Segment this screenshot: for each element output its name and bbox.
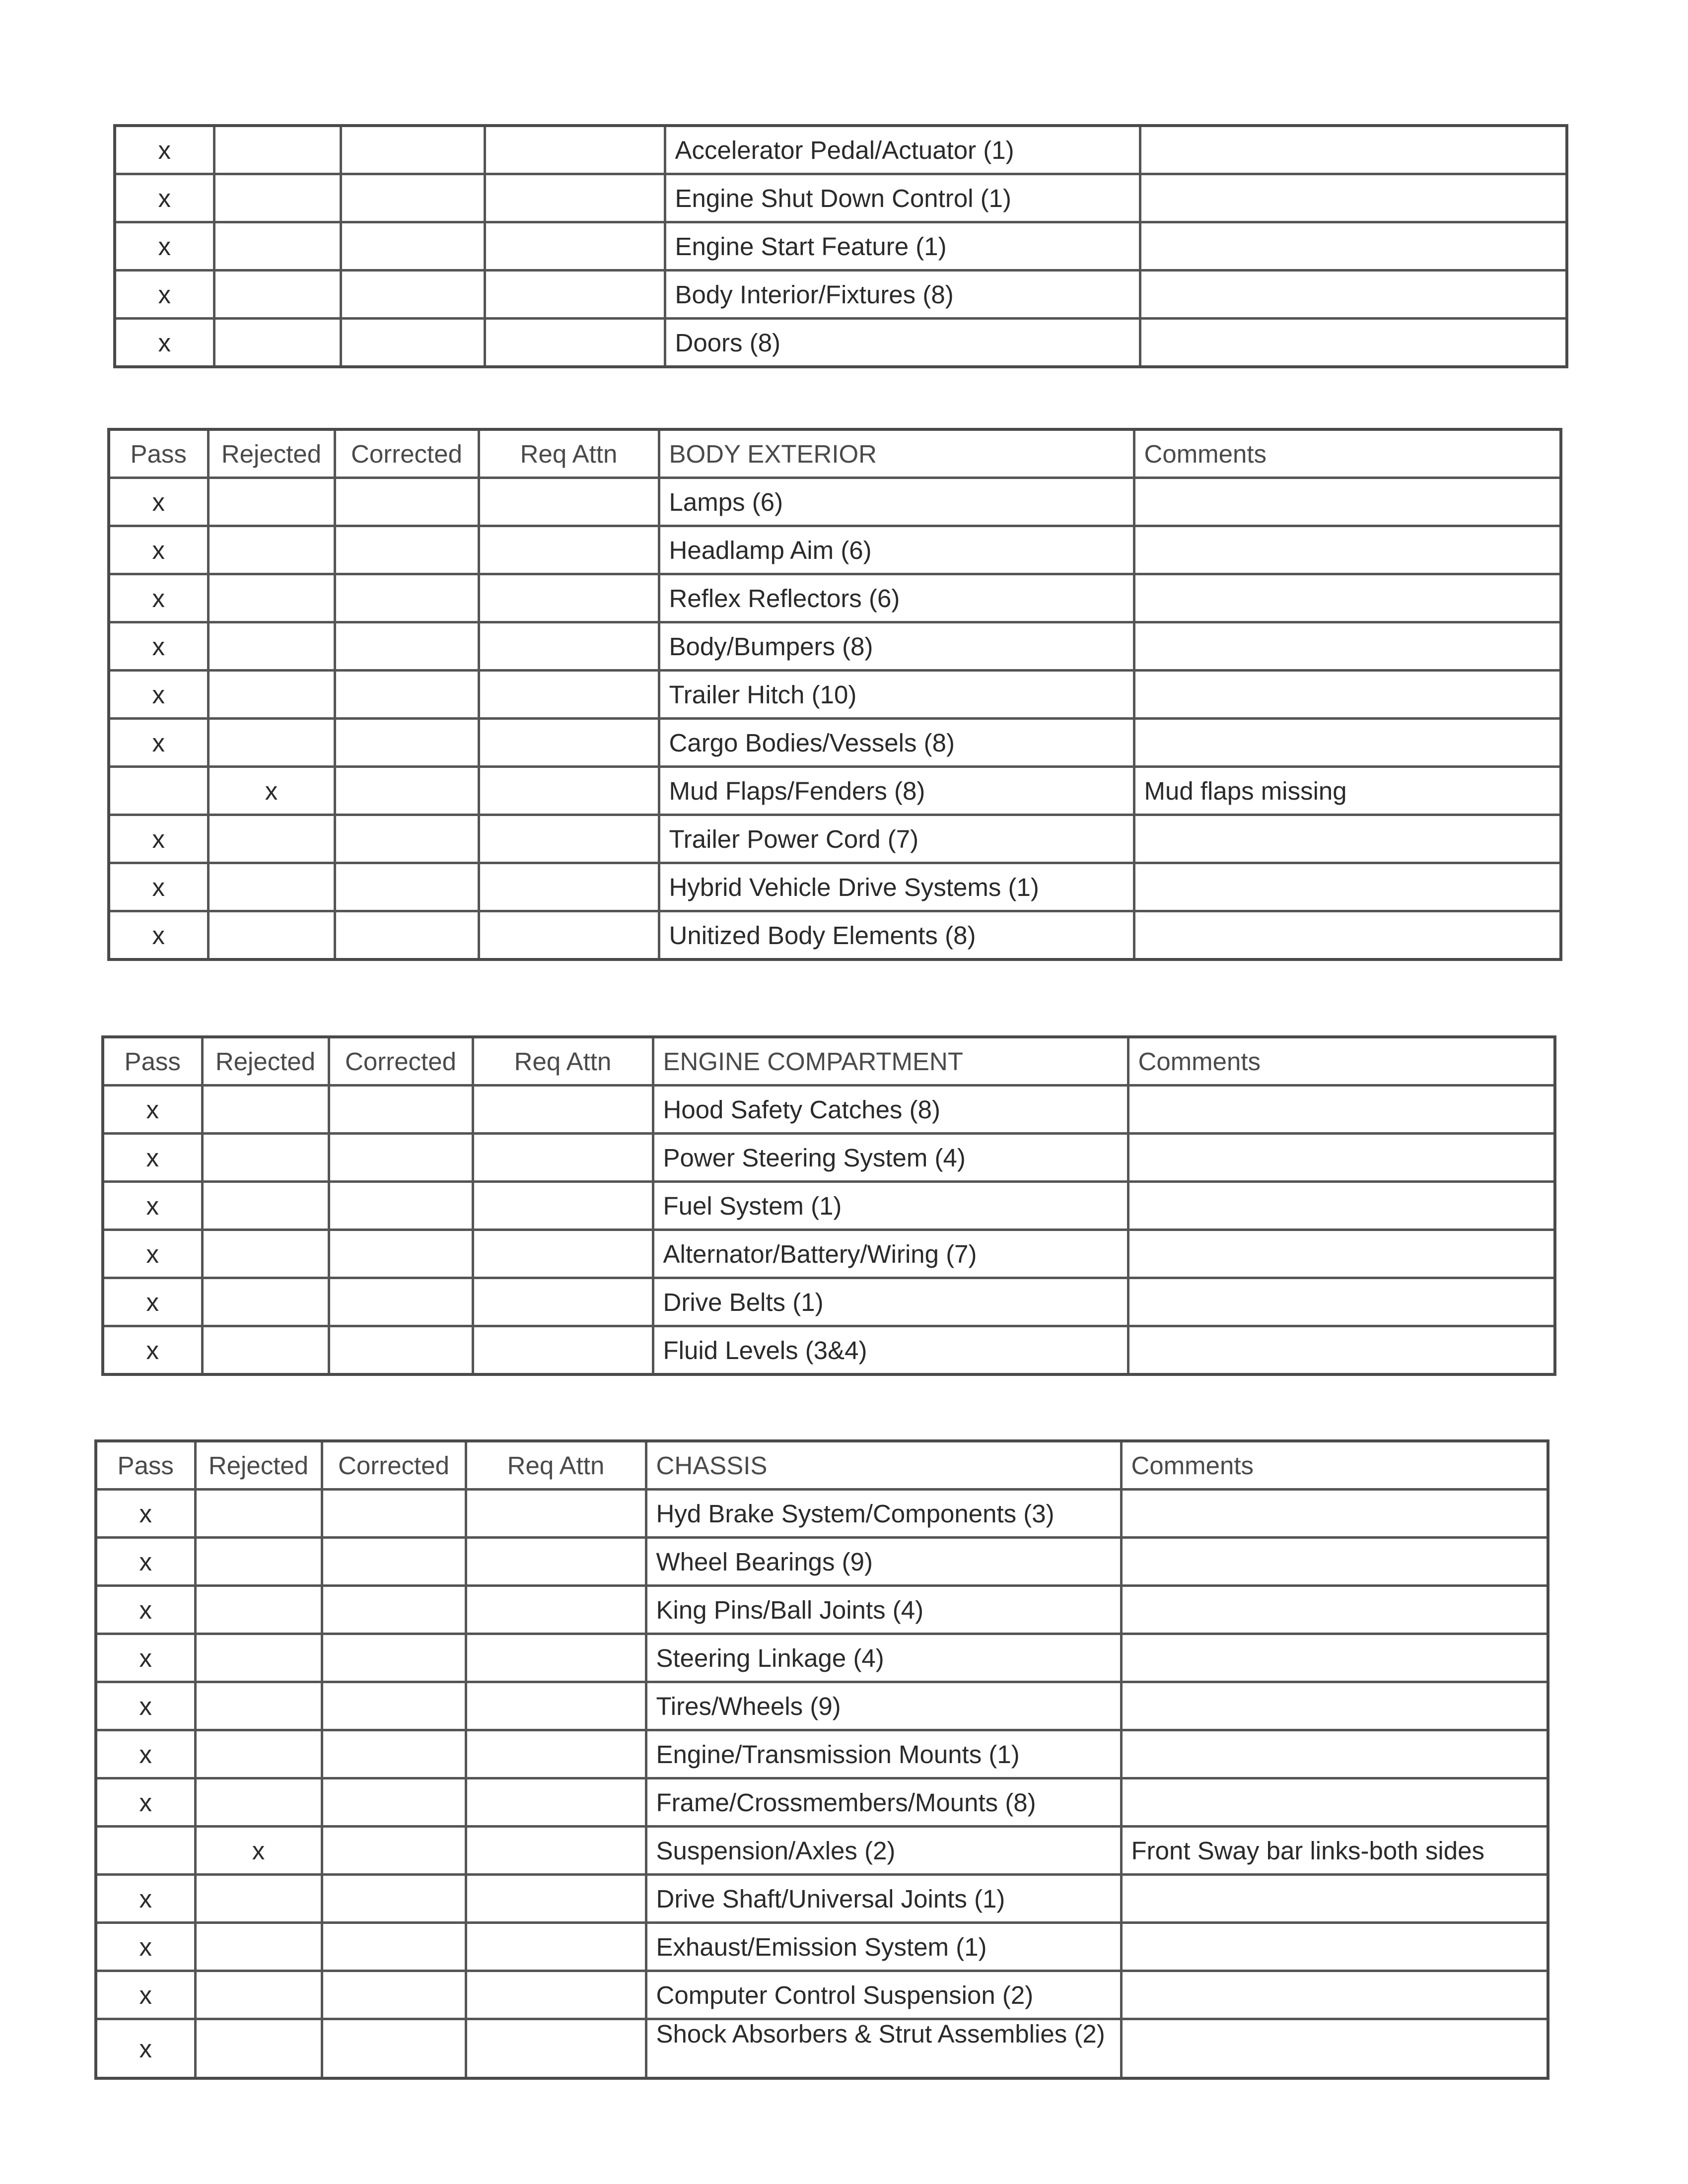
pass-cell: x bbox=[115, 271, 214, 319]
req-attn-cell bbox=[479, 526, 659, 574]
rejected-cell bbox=[208, 863, 335, 911]
comment-cell bbox=[1121, 1634, 1548, 1682]
pass-cell: x bbox=[103, 1278, 202, 1326]
comment-cell bbox=[1140, 271, 1567, 319]
item-cell: Trailer Hitch (10) bbox=[659, 671, 1134, 719]
rejected-cell bbox=[208, 911, 335, 960]
corrected-cell bbox=[329, 1134, 473, 1182]
req-attn-cell bbox=[473, 1086, 653, 1134]
table-engine-compartment bbox=[101, 1035, 1556, 1376]
item-cell: Engine/Transmission Mounts (1) bbox=[646, 1730, 1121, 1778]
req-attn-cell bbox=[473, 1134, 653, 1182]
rejected-cell bbox=[195, 2019, 322, 2079]
pass-cell: x bbox=[109, 622, 208, 671]
corrected-cell bbox=[329, 1086, 473, 1134]
pass-cell: x bbox=[103, 1086, 202, 1134]
pass-cell: x bbox=[96, 1730, 195, 1778]
table-row bbox=[109, 622, 1561, 671]
corrected-cell bbox=[335, 526, 479, 574]
rejected-cell bbox=[195, 1778, 322, 1827]
pass-cell: x bbox=[115, 126, 214, 174]
comment-cell bbox=[1128, 1182, 1555, 1230]
rejected-cell bbox=[208, 574, 335, 622]
corrected-cell bbox=[322, 1827, 466, 1875]
pass-cell: x bbox=[115, 174, 214, 222]
comment-cell bbox=[1140, 319, 1567, 367]
table-row bbox=[96, 1490, 1548, 1538]
table-row bbox=[109, 574, 1561, 622]
req-attn-cell bbox=[466, 1923, 646, 1971]
item-cell: Shock Absorbers & Strut Assemblies (2) bbox=[646, 2019, 1121, 2079]
table-row bbox=[96, 1778, 1548, 1827]
corrected-cell bbox=[322, 1971, 466, 2019]
corrected-cell bbox=[322, 1923, 466, 1971]
req-attn-cell bbox=[485, 319, 665, 367]
req-attn-cell bbox=[479, 815, 659, 863]
pass-cell: x bbox=[96, 1682, 195, 1730]
rejected-cell bbox=[195, 1730, 322, 1778]
comment-cell bbox=[1121, 1538, 1548, 1586]
req-attn-cell bbox=[479, 911, 659, 960]
comment-cell bbox=[1121, 1490, 1548, 1538]
pass-cell: x bbox=[96, 2019, 195, 2079]
item-cell: Headlamp Aim (6) bbox=[659, 526, 1134, 574]
comment-cell bbox=[1140, 222, 1567, 271]
rejected-cell bbox=[214, 319, 341, 367]
table-row bbox=[115, 271, 1567, 319]
pass-cell: x bbox=[103, 1134, 202, 1182]
pass-cell: x bbox=[109, 526, 208, 574]
req-attn-cell bbox=[473, 1230, 653, 1278]
header-corrected: Corrected bbox=[322, 1441, 466, 1490]
corrected-cell bbox=[335, 671, 479, 719]
pass-cell: x bbox=[109, 478, 208, 526]
header-corrected: Corrected bbox=[329, 1037, 473, 1086]
pass-cell: x bbox=[96, 1634, 195, 1682]
corrected-cell bbox=[322, 1875, 466, 1923]
req-attn-cell bbox=[466, 1682, 646, 1730]
rejected-cell bbox=[195, 1682, 322, 1730]
comment-cell bbox=[1121, 1682, 1548, 1730]
table-row bbox=[109, 478, 1561, 526]
item-cell: Cargo Bodies/Vessels (8) bbox=[659, 719, 1134, 767]
req-attn-cell bbox=[479, 574, 659, 622]
comment-cell bbox=[1121, 2019, 1548, 2079]
rejected-cell: x bbox=[208, 767, 335, 815]
table-row bbox=[96, 1923, 1548, 1971]
table-row bbox=[96, 1586, 1548, 1634]
item-cell: Hybrid Vehicle Drive Systems (1) bbox=[659, 863, 1134, 911]
req-attn-cell bbox=[466, 1586, 646, 1634]
item-cell: Drive Belts (1) bbox=[653, 1278, 1128, 1326]
table-row bbox=[103, 1182, 1555, 1230]
rejected-cell bbox=[208, 719, 335, 767]
corrected-cell bbox=[341, 319, 485, 367]
pass-cell: x bbox=[115, 222, 214, 271]
comment-cell bbox=[1134, 574, 1561, 622]
rejected-cell bbox=[208, 526, 335, 574]
comment-cell bbox=[1128, 1278, 1555, 1326]
item-cell: Engine Shut Down Control (1) bbox=[665, 174, 1140, 222]
comment-cell bbox=[1134, 478, 1561, 526]
corrected-cell bbox=[341, 126, 485, 174]
req-attn-cell bbox=[473, 1326, 653, 1375]
rejected-cell bbox=[208, 671, 335, 719]
comment-cell bbox=[1140, 174, 1567, 222]
item-cell: Body Interior/Fixtures (8) bbox=[665, 271, 1140, 319]
pass-cell: x bbox=[103, 1230, 202, 1278]
comment-cell bbox=[1128, 1134, 1555, 1182]
table-row bbox=[115, 126, 1567, 174]
rejected-cell bbox=[214, 222, 341, 271]
comment-cell: Mud flaps missing bbox=[1134, 767, 1561, 815]
corrected-cell bbox=[322, 1586, 466, 1634]
req-attn-cell bbox=[466, 1730, 646, 1778]
rejected-cell bbox=[195, 1875, 322, 1923]
item-cell: Steering Linkage (4) bbox=[646, 1634, 1121, 1682]
item-cell: Wheel Bearings (9) bbox=[646, 1538, 1121, 1586]
comment-cell bbox=[1121, 1875, 1548, 1923]
corrected-cell bbox=[329, 1278, 473, 1326]
item-cell: Reflex Reflectors (6) bbox=[659, 574, 1134, 622]
table-row bbox=[96, 1538, 1548, 1586]
pass-cell: x bbox=[109, 863, 208, 911]
comment-cell bbox=[1121, 1778, 1548, 1827]
pass-cell: x bbox=[103, 1182, 202, 1230]
header-section-title: ENGINE COMPARTMENT bbox=[653, 1037, 1128, 1086]
req-attn-cell bbox=[479, 719, 659, 767]
pass-cell: x bbox=[109, 671, 208, 719]
item-cell: Suspension/Axles (2) bbox=[646, 1827, 1121, 1875]
header-req-attn: Req Attn bbox=[479, 429, 659, 478]
table-row bbox=[109, 719, 1561, 767]
comment-cell bbox=[1134, 719, 1561, 767]
corrected-cell bbox=[335, 574, 479, 622]
rejected-cell bbox=[195, 1586, 322, 1634]
item-cell: Accelerator Pedal/Actuator (1) bbox=[665, 126, 1140, 174]
corrected-cell bbox=[322, 1538, 466, 1586]
header-req-attn: Req Attn bbox=[466, 1441, 646, 1490]
pass-cell: x bbox=[96, 1586, 195, 1634]
corrected-cell bbox=[322, 1490, 466, 1538]
header-corrected: Corrected bbox=[335, 429, 479, 478]
comment-cell: Front Sway bar links-both sides bbox=[1121, 1827, 1548, 1875]
corrected-cell bbox=[335, 863, 479, 911]
header-comments: Comments bbox=[1128, 1037, 1555, 1086]
comment-cell bbox=[1134, 911, 1561, 960]
header-rejected: Rejected bbox=[202, 1037, 329, 1086]
comment-cell bbox=[1140, 126, 1567, 174]
pass-cell: x bbox=[109, 911, 208, 960]
item-cell: Body/Bumpers (8) bbox=[659, 622, 1134, 671]
comment-cell bbox=[1134, 526, 1561, 574]
comment-cell bbox=[1134, 815, 1561, 863]
item-cell: Hood Safety Catches (8) bbox=[653, 1086, 1128, 1134]
item-cell: Power Steering System (4) bbox=[653, 1134, 1128, 1182]
corrected-cell bbox=[335, 911, 479, 960]
item-cell: Doors (8) bbox=[665, 319, 1140, 367]
table-row bbox=[109, 671, 1561, 719]
table-row bbox=[109, 767, 1561, 815]
rejected-cell bbox=[195, 1923, 322, 1971]
rejected-cell bbox=[195, 1634, 322, 1682]
rejected-cell bbox=[208, 815, 335, 863]
header-pass: Pass bbox=[109, 429, 208, 478]
pass-cell: x bbox=[109, 574, 208, 622]
corrected-cell bbox=[329, 1230, 473, 1278]
pass-cell: x bbox=[96, 1490, 195, 1538]
header-comments: Comments bbox=[1134, 429, 1561, 478]
pass-cell: x bbox=[96, 1971, 195, 2019]
comment-cell bbox=[1121, 1730, 1548, 1778]
item-cell: Engine Start Feature (1) bbox=[665, 222, 1140, 271]
rejected-cell bbox=[202, 1278, 329, 1326]
rejected-cell bbox=[214, 174, 341, 222]
rejected-cell bbox=[202, 1230, 329, 1278]
table-row bbox=[96, 1971, 1548, 2019]
table-row bbox=[96, 1634, 1548, 1682]
comment-cell bbox=[1134, 671, 1561, 719]
header-section-title: BODY EXTERIOR bbox=[659, 429, 1134, 478]
req-attn-cell bbox=[479, 671, 659, 719]
req-attn-cell bbox=[479, 622, 659, 671]
header-pass: Pass bbox=[96, 1441, 195, 1490]
pass-cell: x bbox=[96, 1778, 195, 1827]
table-row bbox=[109, 863, 1561, 911]
req-attn-cell bbox=[466, 1538, 646, 1586]
corrected-cell bbox=[322, 2019, 466, 2079]
table-row bbox=[96, 1875, 1548, 1923]
req-attn-cell bbox=[479, 767, 659, 815]
corrected-cell bbox=[341, 271, 485, 319]
corrected-cell bbox=[322, 1778, 466, 1827]
table-row bbox=[103, 1086, 1555, 1134]
rejected-cell: x bbox=[195, 1827, 322, 1875]
rejected-cell bbox=[202, 1086, 329, 1134]
corrected-cell bbox=[322, 1634, 466, 1682]
item-cell: Exhaust/Emission System (1) bbox=[646, 1923, 1121, 1971]
corrected-cell bbox=[335, 478, 479, 526]
corrected-cell bbox=[322, 1730, 466, 1778]
corrected-cell bbox=[329, 1326, 473, 1375]
rejected-cell bbox=[195, 1971, 322, 2019]
item-cell: Trailer Power Cord (7) bbox=[659, 815, 1134, 863]
item-cell: Frame/Crossmembers/Mounts (8) bbox=[646, 1778, 1121, 1827]
rejected-cell bbox=[208, 478, 335, 526]
table-header-row bbox=[103, 1037, 1555, 1086]
table-row bbox=[103, 1278, 1555, 1326]
table-header-row bbox=[96, 1441, 1548, 1490]
table-row bbox=[96, 1682, 1548, 1730]
comment-cell bbox=[1134, 622, 1561, 671]
comment-cell bbox=[1121, 1586, 1548, 1634]
item-cell: Computer Control Suspension (2) bbox=[646, 1971, 1121, 2019]
item-cell: Fuel System (1) bbox=[653, 1182, 1128, 1230]
table-header-row bbox=[109, 429, 1561, 478]
rejected-cell bbox=[208, 622, 335, 671]
corrected-cell bbox=[322, 1682, 466, 1730]
table-body-exterior bbox=[107, 428, 1562, 961]
corrected-cell bbox=[335, 622, 479, 671]
req-attn-cell bbox=[466, 1778, 646, 1827]
table-row bbox=[96, 2019, 1548, 2079]
table-row bbox=[115, 319, 1567, 367]
table-row bbox=[103, 1134, 1555, 1182]
corrected-cell bbox=[335, 767, 479, 815]
rejected-cell bbox=[214, 271, 341, 319]
pass-cell bbox=[109, 767, 208, 815]
table-row bbox=[115, 222, 1567, 271]
req-attn-cell bbox=[466, 1971, 646, 2019]
corrected-cell bbox=[341, 222, 485, 271]
req-attn-cell bbox=[466, 1827, 646, 1875]
req-attn-cell bbox=[485, 126, 665, 174]
item-cell: Lamps (6) bbox=[659, 478, 1134, 526]
pass-cell: x bbox=[103, 1326, 202, 1375]
item-cell: Alternator/Battery/Wiring (7) bbox=[653, 1230, 1128, 1278]
item-cell: Hyd Brake System/Components (3) bbox=[646, 1490, 1121, 1538]
pass-cell bbox=[96, 1827, 195, 1875]
comment-cell bbox=[1128, 1326, 1555, 1375]
header-rejected: Rejected bbox=[208, 429, 335, 478]
comment-cell bbox=[1128, 1230, 1555, 1278]
pass-cell: x bbox=[109, 815, 208, 863]
table-row bbox=[115, 174, 1567, 222]
pass-cell: x bbox=[96, 1875, 195, 1923]
item-cell: Drive Shaft/Universal Joints (1) bbox=[646, 1875, 1121, 1923]
comment-cell bbox=[1134, 863, 1561, 911]
header-rejected: Rejected bbox=[195, 1441, 322, 1490]
rejected-cell bbox=[214, 126, 341, 174]
table-row bbox=[96, 1730, 1548, 1778]
req-attn-cell bbox=[479, 478, 659, 526]
rejected-cell bbox=[195, 1538, 322, 1586]
table-row bbox=[103, 1230, 1555, 1278]
req-attn-cell bbox=[466, 1875, 646, 1923]
header-pass: Pass bbox=[103, 1037, 202, 1086]
comment-cell bbox=[1121, 1923, 1548, 1971]
table-interior-continued bbox=[113, 124, 1568, 368]
table-chassis bbox=[94, 1439, 1549, 2080]
req-attn-cell bbox=[466, 1490, 646, 1538]
table-row bbox=[109, 815, 1561, 863]
rejected-cell bbox=[202, 1182, 329, 1230]
header-req-attn: Req Attn bbox=[473, 1037, 653, 1086]
rejected-cell bbox=[195, 1490, 322, 1538]
pass-cell: x bbox=[109, 719, 208, 767]
table-row bbox=[109, 911, 1561, 960]
req-attn-cell bbox=[473, 1182, 653, 1230]
pass-cell: x bbox=[115, 319, 214, 367]
req-attn-cell bbox=[466, 1634, 646, 1682]
item-cell: Tires/Wheels (9) bbox=[646, 1682, 1121, 1730]
req-attn-cell bbox=[466, 2019, 646, 2079]
item-cell: Mud Flaps/Fenders (8) bbox=[659, 767, 1134, 815]
header-comments: Comments bbox=[1121, 1441, 1548, 1490]
req-attn-cell bbox=[479, 863, 659, 911]
corrected-cell bbox=[329, 1182, 473, 1230]
table-row bbox=[96, 1827, 1548, 1875]
header-section-title: CHASSIS bbox=[646, 1441, 1121, 1490]
corrected-cell bbox=[335, 815, 479, 863]
item-cell: Fluid Levels (3&4) bbox=[653, 1326, 1128, 1375]
comment-cell bbox=[1128, 1086, 1555, 1134]
req-attn-cell bbox=[485, 222, 665, 271]
corrected-cell bbox=[341, 174, 485, 222]
req-attn-cell bbox=[473, 1278, 653, 1326]
rejected-cell bbox=[202, 1326, 329, 1375]
req-attn-cell bbox=[485, 174, 665, 222]
corrected-cell bbox=[335, 719, 479, 767]
req-attn-cell bbox=[485, 271, 665, 319]
table-row bbox=[103, 1326, 1555, 1375]
comment-cell bbox=[1121, 1971, 1548, 2019]
pass-cell: x bbox=[96, 1923, 195, 1971]
item-cell: King Pins/Ball Joints (4) bbox=[646, 1586, 1121, 1634]
pass-cell: x bbox=[96, 1538, 195, 1586]
table-row bbox=[109, 526, 1561, 574]
item-cell: Unitized Body Elements (8) bbox=[659, 911, 1134, 960]
rejected-cell bbox=[202, 1134, 329, 1182]
